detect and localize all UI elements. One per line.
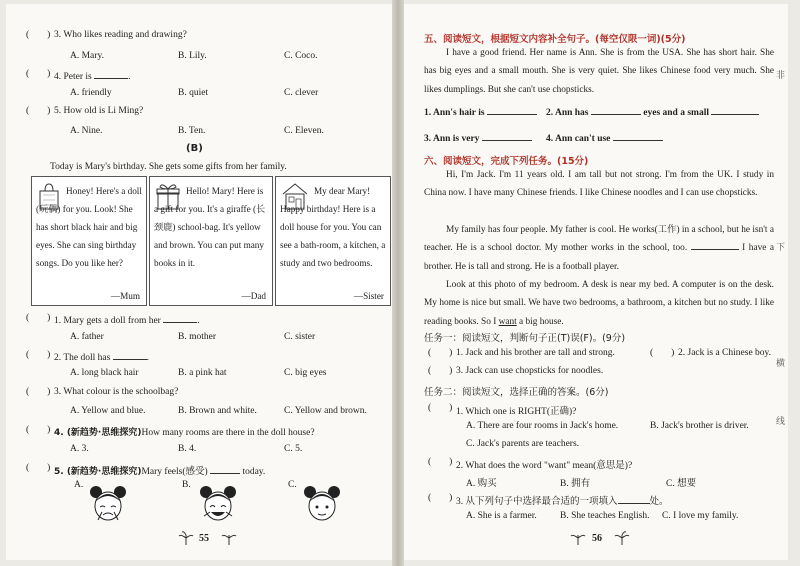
- card-mum: [31, 176, 147, 306]
- tf-question: 1. Jack and his brother are tall and strong.: [456, 348, 615, 358]
- fill-question: 3. Ann is very: [424, 131, 532, 144]
- answer-paren: ( ): [428, 366, 453, 376]
- option-c: C. 想要: [666, 479, 697, 489]
- left-page: [6, 4, 392, 560]
- mc-question: 2. What does the word "want" mean(意思是)?: [456, 461, 633, 471]
- happy-girl-face-icon: [198, 482, 238, 524]
- option-c: C. clever: [284, 88, 319, 98]
- answer-paren: ( ): [26, 106, 51, 116]
- fill-blank[interactable]: [487, 105, 537, 115]
- option-b: B. Jack's brother is driver.: [650, 421, 749, 431]
- fill-blank[interactable]: [94, 69, 128, 79]
- question-text: 3. What colour is the schoolbag?: [54, 387, 179, 397]
- answer-paren: ( ): [428, 348, 453, 358]
- option-c: C. Yellow and brown.: [284, 406, 367, 416]
- grass-decoration-icon: [570, 531, 586, 545]
- option-a: A.: [74, 480, 84, 490]
- fill-question: 4. Ann can't use: [546, 131, 663, 144]
- option-c: C. I love my family.: [662, 511, 739, 521]
- answer-paren: ( ): [26, 387, 51, 397]
- option-a: A. Nine.: [70, 126, 103, 136]
- answer-paren: ( ): [26, 425, 51, 435]
- birthday-cards: [31, 176, 391, 306]
- option-a: A. There are four rooms in Jack's home.: [466, 421, 619, 431]
- card-dad: [149, 176, 273, 306]
- mc-question: 1. Which one is RIGHT(正确)?: [456, 407, 577, 417]
- fill-blank[interactable]: [163, 313, 197, 323]
- option-b: B. 4.: [178, 444, 197, 454]
- answer-paren: ( ): [428, 457, 453, 467]
- page-number: 56: [592, 533, 602, 544]
- option-c: C. sister: [284, 332, 316, 342]
- option-b: B. Ten.: [178, 126, 206, 136]
- fill-blank[interactable]: [711, 105, 759, 115]
- section-b-heading: (B): [186, 143, 203, 154]
- option-c: C. Jack's parents are teachers.: [466, 439, 580, 449]
- answer-paren: ( ): [26, 350, 51, 360]
- option-b: B. 拥有: [560, 479, 591, 489]
- right-page: [404, 4, 788, 560]
- trend-tag: 4. (新趋势·思维探究): [54, 428, 142, 438]
- option-b: B.: [182, 480, 191, 490]
- fill-blank[interactable]: [113, 350, 147, 360]
- grass-decoration-icon: [614, 531, 630, 545]
- margin-mark: 下: [776, 243, 786, 253]
- question-text: 2. The doll has .: [54, 350, 149, 363]
- grass-decoration-icon: [178, 531, 194, 545]
- passage-ann: I have a good friend. Her name is Ann. She is from the USA. She has short hair. She has big eyes and a small mouth. She is very quiet. She likes Chinese food very much. She likes dumplings. But she can't use chopsticks.: [424, 48, 774, 95]
- calm-girl-face-icon: [302, 482, 342, 524]
- question-text: 1. Mary gets a doll from her .: [54, 313, 200, 326]
- answer-paren: ( ): [26, 30, 51, 40]
- option-c: C. Eleven.: [284, 126, 324, 136]
- fill-blank[interactable]: [591, 105, 641, 115]
- answer-paren: ( ): [428, 493, 453, 503]
- grass-decoration-icon: [221, 531, 237, 545]
- answer-paren: ( ): [26, 69, 51, 79]
- margin-mark: 非: [776, 71, 786, 81]
- card-text: Hello! Mary! Here is a gift for you. It's a giraffe (长颈鹿) school-bag. It's yellow and brown. You can put many books in it.: [154, 186, 266, 268]
- passage-jack-p2: My family has four people. My father is cool. He works(工作) in a school, but he isn't a teacher. He is a school doctor. My mother works in the school, too. I have a brother. He is tall and strong. He is a football player.: [424, 225, 774, 272]
- fill-blank[interactable]: [618, 494, 650, 504]
- card-text: My dear Mary! Happy birthday! Here is a doll house for you. You can see a bath-room, a kitchen, a study and two bedrooms.: [280, 186, 386, 268]
- option-c: C.: [288, 480, 297, 490]
- question-text: 4. Peter is .: [54, 69, 130, 82]
- option-c: C. Coco.: [284, 51, 318, 61]
- option-b: B. Brown and white.: [178, 406, 257, 416]
- section-five-title: 五、阅读短文，根据短文内容补全句子。(每空仅限一词)(5分): [424, 34, 686, 45]
- question-text: 3. Who likes reading and drawing?: [54, 30, 187, 40]
- passage-intro: Today is Mary's birthday. She gets some gifts from her family.: [50, 162, 287, 172]
- answer-paren: ( ): [428, 403, 453, 413]
- fill-blank[interactable]: [210, 464, 240, 474]
- option-c: C. big eyes: [284, 368, 327, 378]
- answer-paren: ( ): [26, 313, 51, 323]
- tf-question: 3. Jack can use chopsticks for noodles.: [456, 366, 604, 376]
- answer-paren: ( ): [26, 463, 51, 473]
- task-two-title: 任务二：阅读短文，选择正确的答案。(6分): [424, 387, 609, 398]
- option-b: B. a pink hat: [178, 368, 227, 378]
- fill-blank[interactable]: [613, 131, 663, 141]
- fill-blank[interactable]: [482, 131, 532, 141]
- option-c: C. 5.: [284, 444, 303, 454]
- tf-question: 2. Jack is a Chinese boy.: [678, 348, 772, 358]
- card-text: Honey! Here's a doll (玩偶) for you. Look! She has short black hair and big eyes. She can sing birthday songs. Do you like her?: [36, 186, 142, 268]
- section-six-title: 六、阅读短文，完成下列任务。(15分): [424, 156, 589, 167]
- option-b: B. She teaches English.: [560, 511, 650, 521]
- fill-question: 1. Ann's hair is: [424, 105, 537, 118]
- question-text: 5. How old is Li Ming?: [54, 106, 144, 116]
- book-gutter: [392, 0, 404, 566]
- passage-jack-p3: Look at this photo of my bedroom. A desk is near my bed. A computer is on the desk. My home is nice but small. We have two bedrooms, a bathroom, a kitchen but no study. I like reading books. So I want a big house.: [424, 280, 774, 327]
- option-a: A. father: [70, 332, 104, 342]
- option-a: A. long black hair: [70, 368, 139, 378]
- option-a: A. Mary.: [70, 51, 104, 61]
- option-a: A. She is a farmer.: [466, 511, 537, 521]
- passage-jack-p1: Hi, I'm Jack. I'm 11 years old. I am tall but not strong. I'm from the UK. I study in China now. I have many Chinese friends. I like Chinese noodles and I can use chopsticks.: [424, 170, 774, 199]
- card-signature: —Mum: [110, 291, 140, 301]
- card-signature: —Dad: [241, 291, 266, 301]
- option-a: A. Yellow and blue.: [70, 406, 146, 416]
- question-text: 4. (新趋势·思维探究)How many rooms are there in the doll house?: [54, 428, 315, 438]
- card-signature: —Sister: [353, 291, 384, 301]
- answer-paren: ( ): [650, 348, 675, 358]
- margin-mark: 横: [776, 359, 786, 369]
- card-sister: [275, 176, 391, 306]
- task-one-title: 任务一：阅读短文，判断句子正(T)误(F)。(9分): [424, 333, 626, 344]
- option-a: A. 3.: [70, 444, 89, 454]
- margin-mark: 线: [776, 417, 786, 427]
- option-a: A. 购买: [466, 479, 497, 489]
- option-b: B. Lily.: [178, 51, 207, 61]
- mc-question: 3. 从下列句子中选择最合适的一项填入 处。: [456, 493, 669, 507]
- option-b: B. mother: [178, 332, 216, 342]
- fill-blank[interactable]: [691, 240, 739, 250]
- fill-question: 2. Ann has eyes and a small: [546, 105, 759, 118]
- question-text: 5. (新趋势·思维探究)Mary feels(感受) today.: [54, 463, 265, 477]
- page-number: 55: [199, 533, 209, 544]
- option-a: A. friendly: [70, 88, 112, 98]
- option-b: B. quiet: [178, 88, 209, 98]
- sad-girl-face-icon: [88, 482, 128, 524]
- trend-tag: 5. (新趋势·思维探究): [54, 467, 142, 477]
